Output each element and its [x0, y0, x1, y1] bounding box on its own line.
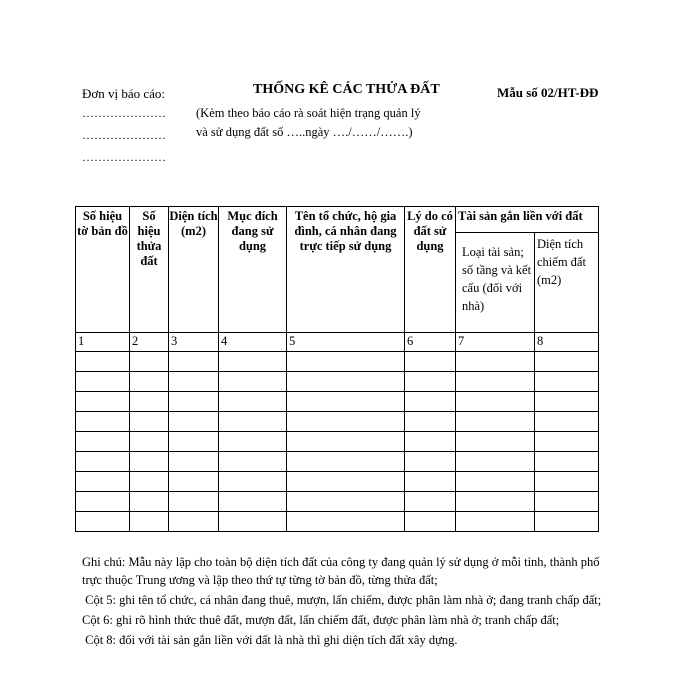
- table-cell[interactable]: [456, 472, 535, 492]
- table-cell[interactable]: [76, 412, 130, 432]
- table-cell[interactable]: [535, 512, 599, 532]
- table-cell[interactable]: [535, 492, 599, 512]
- table-cell[interactable]: [76, 352, 130, 372]
- table-cell[interactable]: [169, 512, 219, 532]
- col-number-4: 4: [219, 333, 287, 352]
- table-cell[interactable]: [130, 352, 169, 372]
- table-row: [76, 492, 599, 512]
- reporting-unit-dots-2: …………………: [82, 128, 166, 142]
- note-column-5: Cột 5: ghi tên tổ chức, cá nhân đang thuê, mượn, lấn chiếm, được phân làm nhà ở; đang tranh chấp đất;: [82, 593, 602, 607]
- table-cell[interactable]: [287, 412, 405, 432]
- table-cell[interactable]: [169, 492, 219, 512]
- table-cell[interactable]: [535, 352, 599, 372]
- table-cell[interactable]: [76, 492, 130, 512]
- table-cell[interactable]: [535, 472, 599, 492]
- document-subtitle: [196, 104, 421, 142]
- table-cell[interactable]: [130, 372, 169, 392]
- table-cell[interactable]: [456, 372, 535, 392]
- table-cell[interactable]: [76, 432, 130, 452]
- reporting-unit-dots-1: …………………: [82, 106, 166, 120]
- table-cell[interactable]: [405, 472, 456, 492]
- col-number-8: 8: [535, 333, 599, 352]
- reporting-unit-label: Đơn vị báo cáo:: [82, 86, 166, 101]
- table-cell[interactable]: [287, 392, 405, 412]
- table-cell[interactable]: [169, 452, 219, 472]
- table-row: [76, 392, 599, 412]
- document-title: THỐNG KÊ CÁC THỬA ĐẤT: [253, 82, 440, 97]
- col-header-user-name: Tên tổ chức, hộ gia đình, cá nhân đang trực tiếp sử dụng: [287, 207, 405, 333]
- table-cell[interactable]: [76, 372, 130, 392]
- table-cell[interactable]: [130, 392, 169, 412]
- table-cell[interactable]: [219, 432, 287, 452]
- col-header-parcel-number: Số hiệu thửa đất: [130, 207, 169, 333]
- note-column-6: Cột 6: ghi rõ hình thức thuê đất, mượn đất, lấn chiếm đất, được phân làm nhà ở; tranh chấp đất;: [82, 613, 560, 627]
- table-cell[interactable]: [287, 452, 405, 472]
- column-number-row: [76, 333, 599, 352]
- table-cell[interactable]: [456, 392, 535, 412]
- table-row: [76, 432, 599, 452]
- note-general: Ghi chú: Mẫu này lập cho toàn bộ diện tích đất của công ty đang quản lý sử dụng ở mỗi tỉnh, thành phố trực thuộc Trung ương và lập theo thứ tự từng tờ bản đồ, từng thửa đất;: [82, 555, 600, 587]
- table-cell[interactable]: [219, 472, 287, 492]
- col-header-asset-area: Diện tích chiếm đất (m2): [535, 233, 599, 333]
- table-cell[interactable]: [456, 452, 535, 472]
- table-cell[interactable]: [169, 392, 219, 412]
- table-cell[interactable]: [405, 512, 456, 532]
- table-cell[interactable]: [130, 452, 169, 472]
- table-cell[interactable]: [456, 492, 535, 512]
- col-header-usage-purpose: Mục đích đang sử dụng: [219, 207, 287, 333]
- table-cell[interactable]: [287, 352, 405, 372]
- subtitle-line-1: (Kèm theo báo cáo rà soát hiện trạng quản lý: [196, 106, 421, 120]
- table-cell[interactable]: [405, 412, 456, 432]
- col-header-attached-assets: Tài sản gắn liền với đất: [456, 207, 599, 233]
- col-number-5: 5: [287, 333, 405, 352]
- blank-rows: [76, 352, 599, 532]
- table-cell[interactable]: [219, 392, 287, 412]
- table-cell[interactable]: [169, 372, 219, 392]
- table-cell[interactable]: [287, 492, 405, 512]
- table-cell[interactable]: [405, 352, 456, 372]
- table-cell[interactable]: [287, 472, 405, 492]
- note-column-8: Cột 8: đối với tài sản gắn liền với đất là nhà thì ghi diện tích đất xây dựng.: [82, 633, 458, 647]
- table-row: [76, 372, 599, 392]
- reporting-unit-dots-3: …………………: [82, 150, 166, 164]
- table-cell[interactable]: [405, 492, 456, 512]
- land-parcel-table: [75, 206, 599, 532]
- form-number: Mẫu số 02/HT-ĐĐ: [497, 85, 599, 100]
- table-cell[interactable]: [76, 512, 130, 532]
- table-cell[interactable]: [287, 372, 405, 392]
- table-cell[interactable]: [405, 452, 456, 472]
- table-cell[interactable]: [535, 452, 599, 472]
- col-number-7: 7: [456, 333, 535, 352]
- table-cell[interactable]: [287, 512, 405, 532]
- table-cell[interactable]: [130, 412, 169, 432]
- table-row: [76, 352, 599, 372]
- table-cell[interactable]: [456, 352, 535, 372]
- col-header-area: Diện tích (m2): [169, 207, 219, 333]
- table-cell[interactable]: [535, 392, 599, 412]
- table-cell[interactable]: [219, 452, 287, 472]
- col-header-asset-type: Loại tài sản; số tầng và kết cấu (đối với nhà): [456, 233, 535, 333]
- table-cell[interactable]: [535, 372, 599, 392]
- table-row: [76, 412, 599, 432]
- table-cell[interactable]: [405, 392, 456, 412]
- col-number-3: 3: [169, 333, 219, 352]
- table-cell[interactable]: [456, 432, 535, 452]
- table-row: [76, 452, 599, 472]
- table-cell[interactable]: [130, 512, 169, 532]
- subtitle-line-2: và sử dụng đất số …..ngày …./……/…….): [196, 125, 413, 139]
- table-cell[interactable]: [169, 352, 219, 372]
- table-cell[interactable]: [76, 452, 130, 472]
- table-row: [76, 512, 599, 532]
- col-number-6: 6: [405, 333, 456, 352]
- col-header-map-sheet: Số hiệu tờ bản đồ: [76, 207, 130, 333]
- table-cell[interactable]: [405, 432, 456, 452]
- table-cell[interactable]: [219, 492, 287, 512]
- table-cell[interactable]: [219, 372, 287, 392]
- table-cell[interactable]: [130, 492, 169, 512]
- table-cell[interactable]: [76, 392, 130, 412]
- table-cell[interactable]: [219, 352, 287, 372]
- table-cell[interactable]: [405, 372, 456, 392]
- table-cell[interactable]: [130, 472, 169, 492]
- table-cell[interactable]: [535, 412, 599, 432]
- col-number-2: 2: [130, 333, 169, 352]
- table-cell[interactable]: [456, 412, 535, 432]
- table-cell[interactable]: [535, 432, 599, 452]
- notes-section: [82, 553, 612, 651]
- col-header-reason: Lý do có đất sử dụng: [405, 207, 456, 333]
- table-cell[interactable]: [219, 512, 287, 532]
- table-cell[interactable]: [287, 432, 405, 452]
- table-cell[interactable]: [456, 512, 535, 532]
- table-cell[interactable]: [219, 412, 287, 432]
- table-cell[interactable]: [76, 472, 130, 492]
- table-row: [76, 472, 599, 492]
- table-cell[interactable]: [169, 412, 219, 432]
- table-cell[interactable]: [169, 472, 219, 492]
- col-number-1: 1: [76, 333, 130, 352]
- table-cell[interactable]: [130, 432, 169, 452]
- table-cell[interactable]: [169, 432, 219, 452]
